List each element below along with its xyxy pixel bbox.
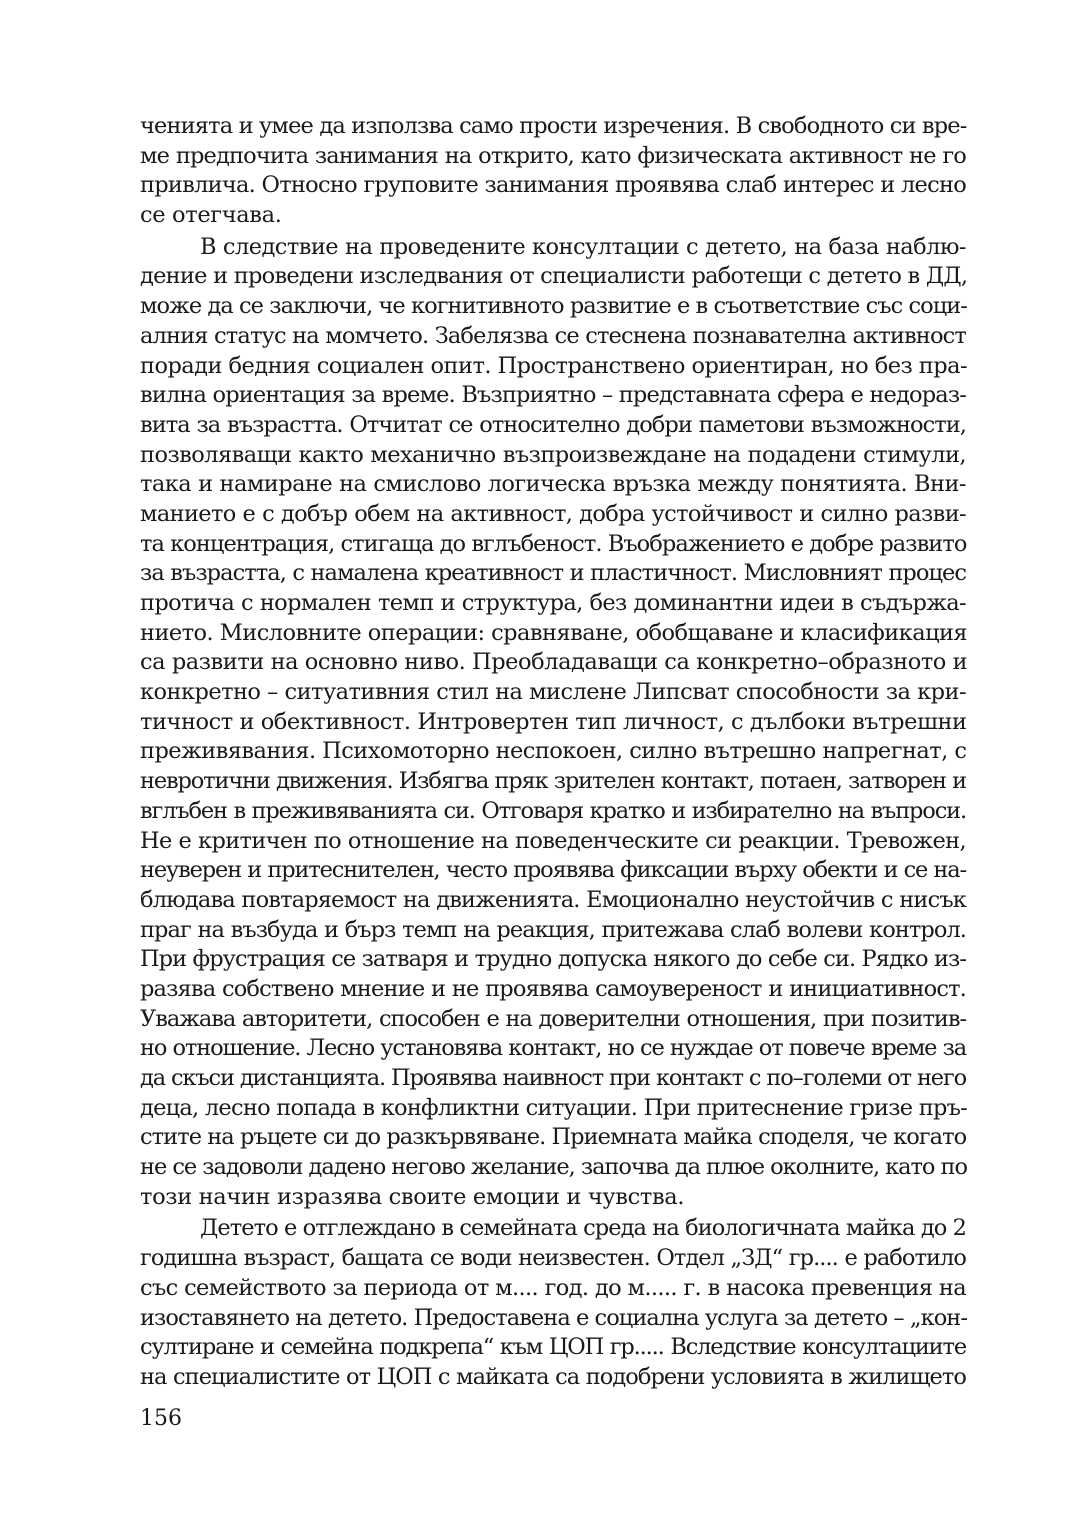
text-line: позволяващи както механично възпроизвеждане на подадени стимули, — [140, 441, 966, 468]
text-line: преживявания. Психомоторно неспокоен, силно вътрешно напрегнат, с — [140, 738, 967, 765]
text-line: неуверен и притеснителен, често проявява фиксации върху обекти и се на- — [140, 857, 966, 884]
text-line: за възрастта, с намалена креативност и пластичност. Мисловният процес — [140, 560, 966, 587]
page-body — [140, 112, 966, 1393]
text-line: нието. Мисловните операции: сравняване, обобщаване и класификация — [140, 619, 968, 646]
text-line: но отношение. Лесно установява контакт, но се нуждае от повече време за — [140, 1035, 966, 1062]
text-line: дение и проведени изследвания от специалисти работещи с детето в ДД, — [140, 263, 968, 290]
text-line: деца, лесно попада в конфликтни ситуации. При притеснение гризе пръ- — [140, 1094, 968, 1121]
text-line: вилна ориентация за време. Възприятно – представната сфера е недораз- — [140, 382, 966, 409]
text-line: та концентрация, стигаща до вглъбеност. Въображението е добре развито — [140, 530, 967, 557]
text-line: При фрустрация се затваря и трудно допуска някого до себе си. Рядко из- — [140, 946, 966, 973]
page-number: 156 — [140, 1406, 182, 1431]
text-line: на специалистите от ЦОП с майката са подобрени условията в жилището — [140, 1363, 966, 1390]
text-line: със семейството за периода от м.... год. до м..... г. в насока превенция на — [140, 1274, 966, 1301]
text-line: праг на възбуда и бърз темп на реакция, притежава слаб волеви контрол. — [140, 916, 966, 943]
text-line: ме предпочита занимания на открито, като физическата активност не го — [140, 142, 966, 169]
text-line: този начин изразява своите емоции и чувства. — [140, 1183, 685, 1210]
text-line: вглъбен в преживяванията си. Отговаря кратко и избирателно на въпроси. — [140, 797, 966, 824]
text-line: вита за възрастта. Отчитат се относително добри паметови възможности, — [140, 411, 966, 438]
paragraph — [140, 233, 966, 1213]
text-line: привлича. Относно груповите занимания проявява слаб интерес и лесно — [140, 172, 966, 199]
text-line: конкретно – ситуативния стил на мислене Липсват способности за кри- — [140, 679, 966, 706]
text-line: се отегчава. — [140, 202, 282, 229]
text-line: протича с нормален темп и структура, без доминантни идеи в съдържа- — [140, 590, 966, 616]
paragraph — [140, 112, 966, 231]
text-line: султиране и семейна подкрепа“ към ЦОП гр..... Вследствие консултациите — [140, 1334, 966, 1361]
text-line: да скъси дистанцията. Проявява наивност при контакт с по–големи от него — [140, 1065, 966, 1091]
text-line: разява собствено мнение и не проявява самоувереност и инициативност. — [140, 975, 966, 1002]
text-line: са развити на основно ниво. Преобладаващи са конкретно–образното и — [140, 649, 968, 676]
text-line: В следствие на проведените консултации с детето, на база наблю- — [200, 233, 966, 260]
text-line: Не е критичен по отношение на поведенческите си реакции. Тревожен, — [140, 827, 966, 854]
text-line: манието е с добър обем на активност, добра устойчивост и силно разви- — [140, 500, 966, 527]
paragraph — [140, 1214, 966, 1392]
text-line: може да се заключи, че когнитивното развитие е в съответствие със соци- — [140, 293, 967, 320]
text-line: блюдава повтаряемост на движенията. Емоционално неустойчив с нисък — [140, 886, 966, 913]
text-line: изоставянето на детето. Предоставена е социална услуга за детето – „кон- — [140, 1304, 967, 1331]
text-line: Детето е отглеждано в семейната среда на биологичната майка до 2 — [200, 1215, 966, 1242]
text-line: ченията и умее да използва само прости изречения. В свободното си вре- — [140, 113, 967, 139]
text-line: алния статус на момчето. Забелязва се стеснена познавателна активност — [140, 322, 966, 349]
text-line: така и намиране на смислово логическа връзка между понятията. Вни- — [140, 471, 966, 498]
text-line: поради бедния социален опит. Пространствено ориентиран, но без пра- — [140, 352, 968, 379]
text-line: годишна възраст, бащата се води неизвестен. Отдел „ЗД“ гр.... е работило — [140, 1245, 966, 1272]
text-line: не се задоволи дадено негово желание, започва да плюе околните, като по — [140, 1154, 967, 1181]
text-line: стите на ръцете си до разкървяване. Приемната майка споделя, че когато — [140, 1124, 967, 1151]
text-line: невротични движения. Избягва пряк зрителен контакт, потаен, затворен и — [140, 768, 966, 795]
text-line: тичност и обективност. Интровертен тип личност, с дълбоки вътрешни — [140, 708, 967, 735]
text-line: Уважава авторитети, способен е на доверителни отношения, при позитив- — [140, 1005, 966, 1032]
